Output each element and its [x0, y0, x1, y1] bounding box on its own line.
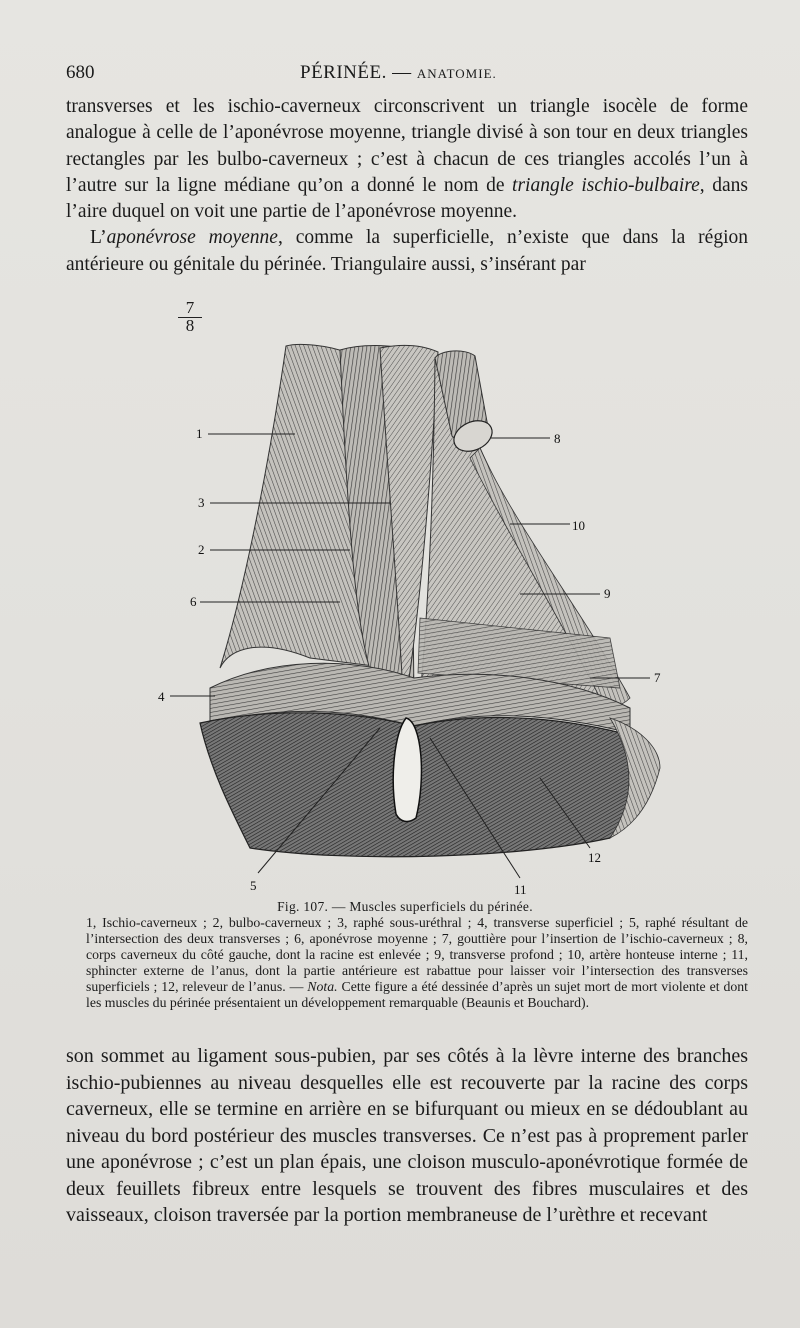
- bottom-body-text: [66, 1043, 748, 1229]
- paragraph-2: L’aponévrose moyenne, comme la superficielle, n’existe que dans la région antérieure ou génitale du périnée. Triangulaire aussi, s’insérant par: [66, 227, 749, 275]
- legend-text: 1, Ischio-caverneux ; 2, bulbo-caverneux ; 3, raphé sous-uréthral ; 4, transverse superficiel ; 5, raphé résultant de l’intersection des deux transverses ; 6, aponévrose moyenne ; 7, gouttière pour l’insertion de l’ischio-caverneux ; 8, corps caverneux du côté gauche, dont la racine est enlevée ; 9, transverse profond ; 10, artère honteuse interne ; 11, sphincter externe de l’anus, dont la partie antérieure est rabattue pour laisser voir l’intersection des transverses superficiels ; 12, releveur de l’anus. —: [86, 915, 748, 994]
- perineum-illustration: [158, 338, 670, 898]
- page-number: 680: [66, 62, 95, 83]
- paragraph-1: transverses et les ischio-caverneux circonscrivent un triangle isocèle de forme analogue à celle de l’aponévrose moyenne, triangle divisé à son tour en deux triangles rectangles par les bulbo-caverneux ; c’est à chacun de ces triangles accolés l’un à l’autre sur la ligne médiane qu’on a donné le nom de triangle ischio-bulbaire, dans l’aire duquel on voit une partie de l’aponévrose moyenne.: [66, 96, 748, 223]
- paragraph-3: son sommet au ligament sous-pubien, par ses côtés à la lèvre interne des branches ischio-pubiennes au niveau desquelles elle est recouverte par la racine des corps caverneux, elle se termine en arrière en se bifurquant ou mieux en se dédoublant au niveau du bord postérieur des muscles transverses. Ce n’est pas à proprement parler une aponévrose ; c’est un plan épais, une cloison musculo-aponévrotique formée de deux feuillets fibreux entre lesquels se trouvent des fibres musculaires et des vaisseaux, cloison traversée par la portion membraneuse de l’urèthre et recevant: [66, 1045, 748, 1226]
- fig-label-8: 8: [554, 431, 561, 446]
- running-header: [66, 62, 746, 86]
- italic-term-aponevrose: aponévrose moyenne: [106, 227, 278, 249]
- fig-label-12: 12: [588, 850, 601, 865]
- figure-legend: [86, 915, 748, 1011]
- fig-label-7: 7: [654, 670, 661, 685]
- running-title: PÉRINÉE. — ANATOMIE.: [300, 62, 497, 83]
- anatomical-engraving: [158, 338, 670, 898]
- fig-label-2: 2: [198, 542, 205, 557]
- top-body-text: [66, 94, 748, 278]
- legend-note-label: Nota.: [307, 979, 338, 994]
- fig-label-1: 1: [196, 426, 203, 441]
- fig-label-6: 6: [190, 594, 197, 609]
- fig-label-10: 10: [572, 518, 585, 533]
- fig-label-11: 11: [514, 882, 527, 897]
- figure-caption: Fig. 107. — Muscles superficiels du périnée.: [277, 899, 533, 914]
- legend-note: Cette figure a été dessinée d’après un sujet mort de mort violente et dont les muscles du périnée présentaient un développement remarquable (Beaunis et Bouchard).: [86, 979, 748, 1010]
- fig-label-9: 9: [604, 586, 611, 601]
- italic-term-triangle: triangle ischio-bulbaire: [512, 174, 700, 196]
- fig-label-4: 4: [158, 689, 165, 704]
- marginal-fraction: $\frac{7}{8}$: [178, 300, 202, 334]
- fig-label-5: 5: [250, 878, 257, 893]
- fig-label-3: 3: [198, 495, 205, 510]
